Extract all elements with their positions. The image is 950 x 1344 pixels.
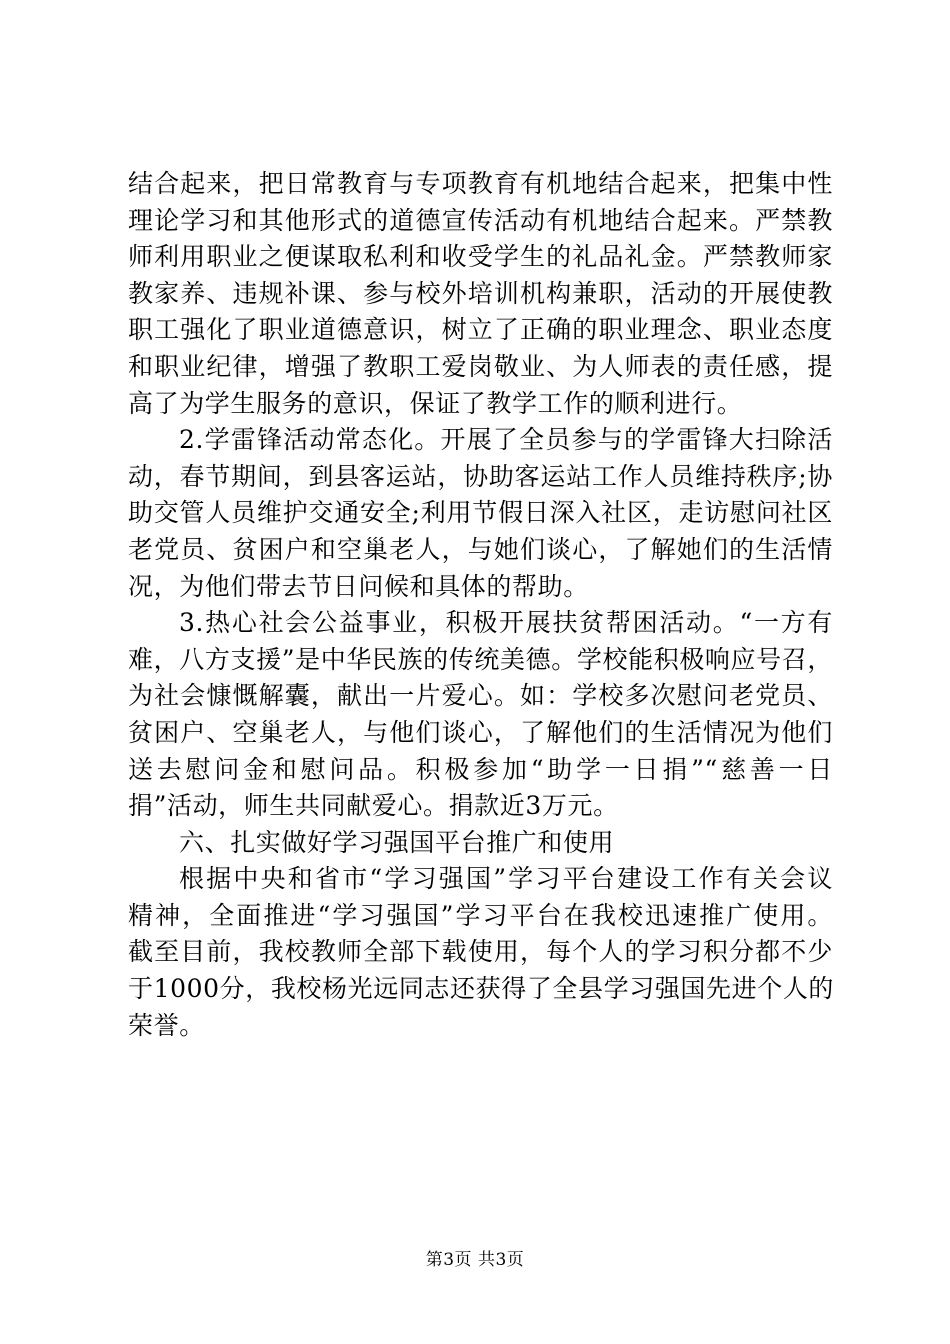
- paragraph-line: 师利用职业之便谋取私利和收受学生的礼品礼金。严禁教师家: [128, 242, 833, 272]
- paragraph-line: 结合起来，把日常教育与专项教育有机地结合起来，把集中性: [128, 169, 833, 198]
- paragraph-line: 荣誉。: [128, 1010, 205, 1040]
- paragraph-line: 截至目前，我校教师全部下载使用，每个人的学习积分都不少: [128, 937, 833, 967]
- paragraph-line: 助交管人员维护交通安全;利用节假日深入社区，走访慰问社区: [128, 498, 833, 528]
- paragraph-line: 老党员、贫困户和空巢老人，与她们谈心，了解她们的生活情: [128, 534, 833, 564]
- section-heading: 六、扎实做好学习强国平台推广和使用: [179, 827, 615, 857]
- paragraph-line: 理论学习和其他形式的道德宣传活动有机地结合起来。严禁教: [128, 205, 833, 235]
- paragraph-line: 贫困户、空巢老人，与他们谈心，了解他们的生活情况为他们: [128, 717, 833, 747]
- paragraph-line: 职工强化了职业道德意识，树立了正确的职业理念、职业态度: [128, 315, 833, 345]
- paragraph-line: 动，春节期间，到县客运站，协助客运站工作人员维持秩序;协: [128, 461, 833, 491]
- paragraph-line: 捐”活动，师生共同献爱心。捐款近3万元。: [128, 791, 619, 821]
- paragraph-line: 为社会慷慨解囊，献出一片爱心。如：学校多次慰问老党员、: [128, 681, 833, 711]
- paragraph-line: 高了为学生服务的意识，保证了教学工作的顺利进行。: [128, 388, 743, 418]
- document-body: [128, 166, 833, 1044]
- paragraph-line: 和职业纪律，增强了教职工爱岗敬业、为人师表的责任感，提: [128, 351, 833, 381]
- paragraph-line: 3.热心社会公益事业，积极开展扶贫帮困活动。“一方有: [179, 608, 833, 638]
- paragraph-line: 难，八方支援”是中华民族的传统美德。学校能积极响应号召，: [128, 644, 833, 674]
- paragraph-line: 教家养、违规补课、参与校外培训机构兼职，活动的开展使教: [128, 278, 833, 308]
- paragraph-line: 况，为他们带去节日问候和具体的帮助。: [128, 571, 589, 601]
- paragraph-line: 2.学雷锋活动常态化。开展了全员参与的学雷锋大扫除活: [179, 425, 833, 455]
- paragraph-line: 根据中央和省市“学习强国”学习平台建设工作有关会议: [179, 864, 833, 894]
- page-footer: 第3页 共3页: [425, 1250, 525, 1270]
- paragraph-line: 于1000分，我校杨光远同志还获得了全县学习强国先进个人的: [128, 974, 835, 1004]
- paragraph-line: 精神，全面推进“学习强国”学习平台在我校迅速推广使用。: [128, 900, 833, 930]
- paragraph-line: 送去慰问金和慰问品。积极参加“助学一日捐”“慈善一日: [128, 754, 833, 784]
